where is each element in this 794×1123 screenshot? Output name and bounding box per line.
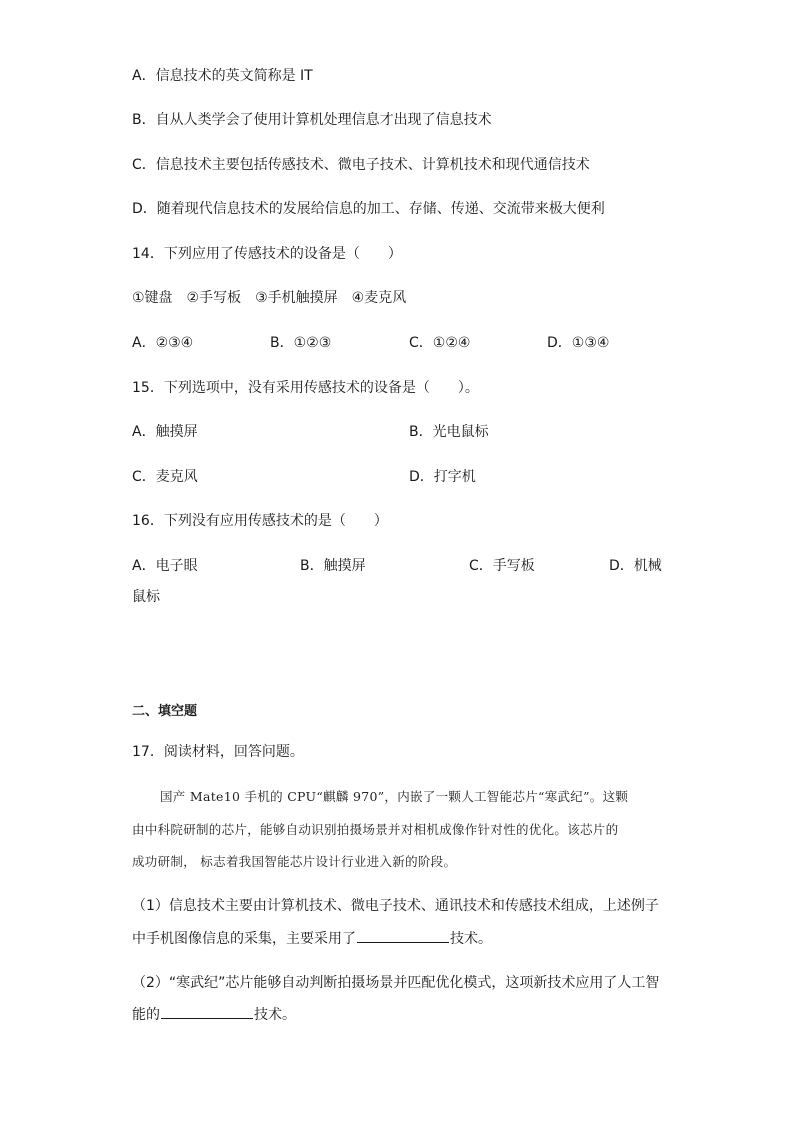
sub-question-1-prefix: 中手机图像信息的采集，主要采用了 xyxy=(132,931,356,947)
q15-option-b: B．光电鼠标 xyxy=(409,424,489,440)
answer-blank-1[interactable] xyxy=(357,928,449,943)
section-heading: 二、填空题 xyxy=(132,704,198,719)
q15-option-c: C．麦克风 xyxy=(132,469,198,485)
q14-stem: 14．下列应用了传感技术的设备是（ ） xyxy=(132,246,402,262)
q14-items: ①键盘 ②手写板 ③手机触摸屏 ④麦克风 xyxy=(132,290,407,306)
q16-option-b: B．触摸屏 xyxy=(300,558,366,574)
sub-question-2-line-2 xyxy=(132,1004,296,1025)
q17-stem: 17．阅读材料，回答问题。 xyxy=(132,744,304,760)
q16-option-d: D．机械 xyxy=(609,558,662,574)
q13-option-b: B．自从人类学会了使用计算机处理信息才出现了信息技术 xyxy=(132,112,492,128)
q15-option-a: A．触摸屏 xyxy=(132,424,198,440)
q14-option-c: C．①②④ xyxy=(409,335,471,351)
material-line-2: 由中科院研制的芯片，能够自动识别拍摄场景并对相机成像作针对性的优化。该芯片的 xyxy=(132,822,619,837)
sub-question-1-suffix: 技术。 xyxy=(450,931,492,947)
q15-option-d: D．打字机 xyxy=(409,469,476,485)
q16-option-a: A．电子眼 xyxy=(132,558,198,574)
answer-blank-2[interactable] xyxy=(161,1004,253,1019)
sub-question-2-suffix: 技术。 xyxy=(254,1007,296,1023)
material-line-3: 成功研制， 标志着我国智能芯片设计行业进入新的阶段。 xyxy=(132,854,457,869)
q13-option-a: A．信息技术的英文简称是 IT xyxy=(132,68,313,84)
q13-option-c: C．信息技术主要包括传感技术、微电子技术、计算机技术和现代通信技术 xyxy=(132,157,590,173)
q14-option-d: D．①③④ xyxy=(547,335,610,351)
q15-stem: 15．下列选项中，没有采用传感技术的设备是（ ）。 xyxy=(132,380,479,396)
sub-question-2-line-1: （2）“寒武纪”芯片能够自动判断拍摄场景并匹配优化模式，这项新技术应用了人工智 xyxy=(132,975,660,991)
sub-question-1-line-2 xyxy=(132,928,492,949)
sub-question-1-line-1: （1）信息技术主要由计算机技术、微电子技术、通讯技术和传感技术组成，上述例子 xyxy=(132,898,659,914)
material-line-1: 国产 Mate10 手机的 CPU“麒麟 970”，内嵌了一颗人工智能芯片“寒武纪”。这颗 xyxy=(160,789,629,804)
q13-option-d: D．随着现代信息技术的发展给信息的加工、存储、传递、交流带来极大便利 xyxy=(132,201,605,217)
q16-option-d-continued: 鼠标 xyxy=(132,589,160,605)
q14-option-b: B．①②③ xyxy=(270,335,332,351)
q16-stem: 16．下列没有应用传感技术的是（ ） xyxy=(132,513,388,529)
q14-option-a: A．②③④ xyxy=(132,335,194,351)
sub-question-2-prefix: 能的 xyxy=(132,1007,160,1023)
q16-option-c: C．手写板 xyxy=(469,558,535,574)
